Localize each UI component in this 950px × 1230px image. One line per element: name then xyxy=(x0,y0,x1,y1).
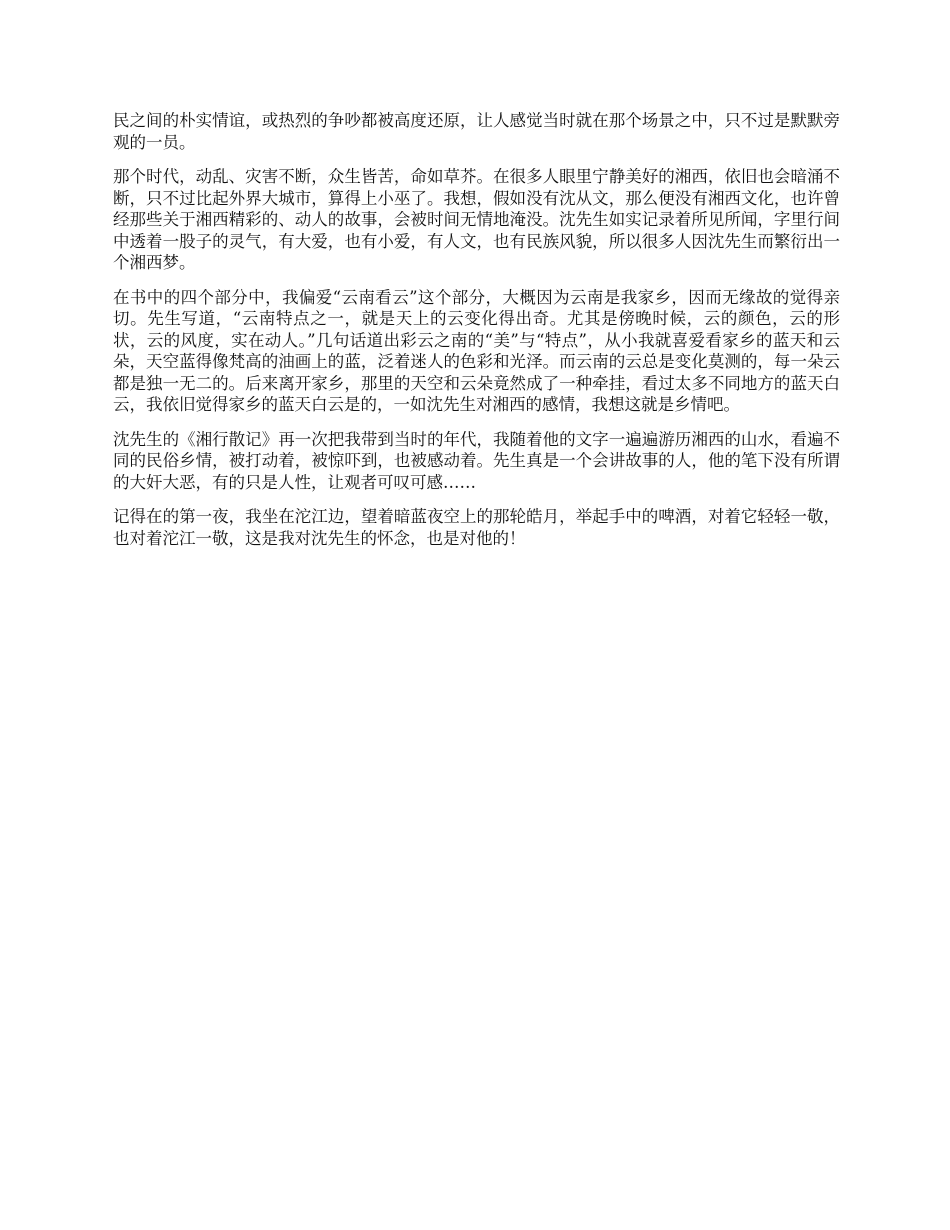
paragraph-3: 在书中的四个部分中，我偏爱“云南看云”这个部分，大概因为云南是我家乡，因而无缘故的觉得亲切。先生写道，“云南特点之一，就是天上的云变化得出奇。尤其是傍晚时候，云的颜色，云的形状，云的风度，实在动人。”几句话道出彩云之南的“美”与“特点”，从小我就喜爱看家乡的蓝天和云朵，天空蓝得像梵高的油画上的蓝，泛着迷人的色彩和光泽。而云南的云总是变化莫测的，每一朵云都是独一无二的。后来离开家乡，那里的天空和云朵竟然成了一种牵挂，看过太多不同地方的蓝天白云，我依旧觉得家乡的蓝天白云是的，一如沈先生对湘西的感情，我想这就是乡情吧。 xyxy=(113,287,840,414)
paragraph-1: 民之间的朴实情谊，或热烈的争吵都被高度还原，让人感觉当时就在那个场景之中，只不过是默默旁观的一员。 xyxy=(113,111,840,152)
paragraph-2: 那个时代，动乱、灾害不断，众生皆苦，命如草芥。在很多人眼里宁静美好的湘西，依旧也会暗涌不断，只不过比起外界大城市，算得上小巫了。我想，假如没有沈从文，那么便没有湘西文化，也许曾经那些关于湘西精彩的、动人的故事，会被时间无情地淹没。沈先生如实记录着所见所闻，字里行间中透着一股子的灵气，有大爱，也有小爱，有人文，也有民族风貌，所以很多人因沈先生而繁衍出一个湘西梦。 xyxy=(113,167,840,272)
paragraph-5: 记得在的第一夜，我坐在沱江边，望着暗蓝夜空上的那轮皓月，举起手中的啤酒，对着它轻轻一敬，也对着沱江一敬，这是我对沈先生的怀念，也是对他的！ xyxy=(113,507,840,548)
document-body xyxy=(113,110,840,562)
paragraph-4: 沈先生的《湘行散记》再一次把我带到当时的年代，我随着他的文字一遍遍游历湘西的山水，看遍不同的民俗乡情，被打动着，被惊吓到，也被感动着。先生真是一个会讲故事的人，他的笔下没有所谓的大奸大恶，有的只是人性，让观者可叹可感…… xyxy=(113,429,840,492)
